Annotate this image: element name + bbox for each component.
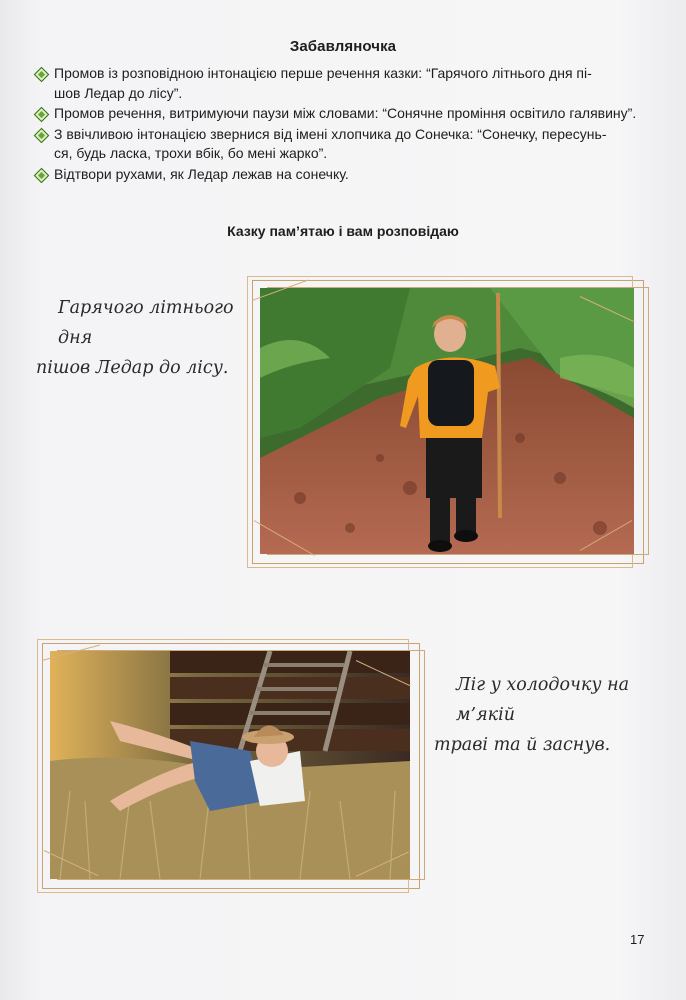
task-item: З ввічливою інтонацією звернися від імені хлопчика до Сонечка: “Сонечку, пересунь- ся, будь ласка, трохи вбік, бо мені жарко”. (36, 125, 648, 164)
task-list (36, 64, 648, 185)
diamond-bullet-icon (34, 67, 50, 83)
section-title: Забавляночка (289, 38, 397, 55)
diamond-bullet-icon (34, 167, 50, 183)
photo-boy-walking-forest (260, 288, 634, 554)
subtitle: Казку пам’ятаю і вам розповідаю (227, 223, 459, 239)
diamond-bullet-icon (34, 107, 50, 123)
story-text-part2: Ліг у холодочку на м’якій траві та й заснув. (434, 675, 630, 755)
page-number: 17 (630, 932, 645, 947)
task-item: Відтвори рухами, як Ледар лежав на сонечку. (36, 165, 648, 185)
photo-boy-resting-grass (50, 651, 410, 879)
task-item: Промов речення, витримуючи паузи між словами: “Сонячне проміння освітило галявину”. (36, 104, 648, 124)
task-item: Промов із розповідною інтонацією перше речення казки: “Гарячого літнього дня пі- шов Ледар до лісу”. (36, 64, 648, 103)
diamond-bullet-icon (34, 127, 50, 143)
story-text-part1: Гарячого літнього дня пішов Ледар до лісу. (36, 298, 234, 378)
